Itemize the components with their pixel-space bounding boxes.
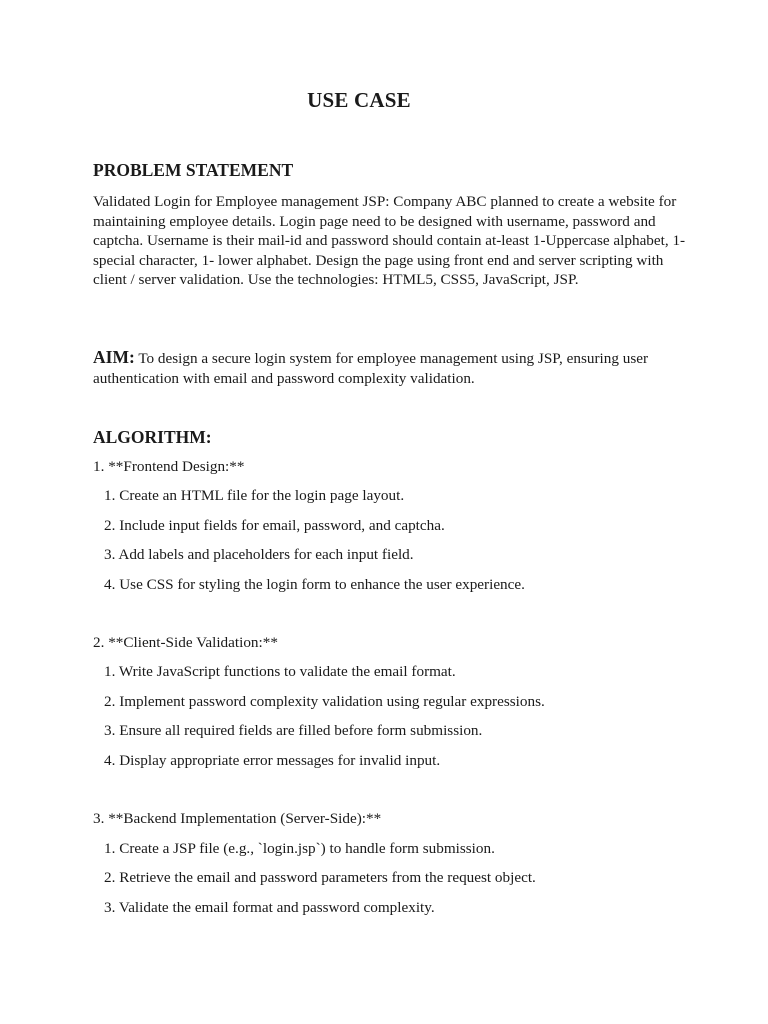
algorithm-substep: 2. Retrieve the email and password parameters from the request object. bbox=[104, 869, 536, 886]
document-title: USE CASE bbox=[307, 88, 411, 112]
algorithm-substep: 4. Display appropriate error messages for invalid input. bbox=[104, 752, 441, 769]
problem-statement-heading: PROBLEM STATEMENT bbox=[93, 160, 294, 180]
algorithm-substep: 2. Implement password complexity validation using regular expressions. bbox=[104, 693, 545, 710]
algorithm-substep: 3. Add labels and placeholders for each input field. bbox=[104, 546, 414, 563]
algorithm-substep: 2. Include input fields for email, password, and captcha. bbox=[104, 517, 445, 534]
algorithm-substep: 4. Use CSS for styling the login form to enhance the user experience. bbox=[104, 576, 525, 593]
algorithm-substep: 1. Write JavaScript functions to validate the email format. bbox=[104, 663, 456, 680]
problem-statement-text: Validated Login for Employee management JSP: Company ABC planned to create a website for maintaining employee details. Login page need to be designed with username, password and captcha. Username is their mail-id and password should contain at-least 1-Uppercase alphabet, 1-special character, 1- lower alphabet. Design the page using front end and server scripting with client / server validation. Use the technologies: HTML5, CSS5, JavaScript, JSP. bbox=[93, 193, 686, 289]
aim-text: To design a secure login system for employee management using JSP, ensuring user authentication with email and password complexity validation. bbox=[93, 350, 649, 387]
algorithm-step-title: 2. **Client-Side Validation:** bbox=[93, 634, 278, 651]
algorithm-substep: 1. Create a JSP file (e.g., `login.jsp`) to handle form submission. bbox=[104, 840, 495, 857]
aim-paragraph bbox=[93, 348, 693, 388]
aim-label: AIM: bbox=[93, 347, 135, 367]
algorithm-heading: ALGORITHM: bbox=[93, 427, 212, 447]
algorithm-step-title: 1. **Frontend Design:** bbox=[93, 458, 245, 475]
algorithm-substep: 1. Create an HTML file for the login page layout. bbox=[104, 487, 405, 504]
algorithm-step-title: 3. **Backend Implementation (Server-Side):** bbox=[93, 810, 382, 827]
algorithm-substep: 3. Validate the email format and password complexity. bbox=[104, 899, 435, 916]
algorithm-substep: 3. Ensure all required fields are filled before form submission. bbox=[104, 722, 483, 739]
